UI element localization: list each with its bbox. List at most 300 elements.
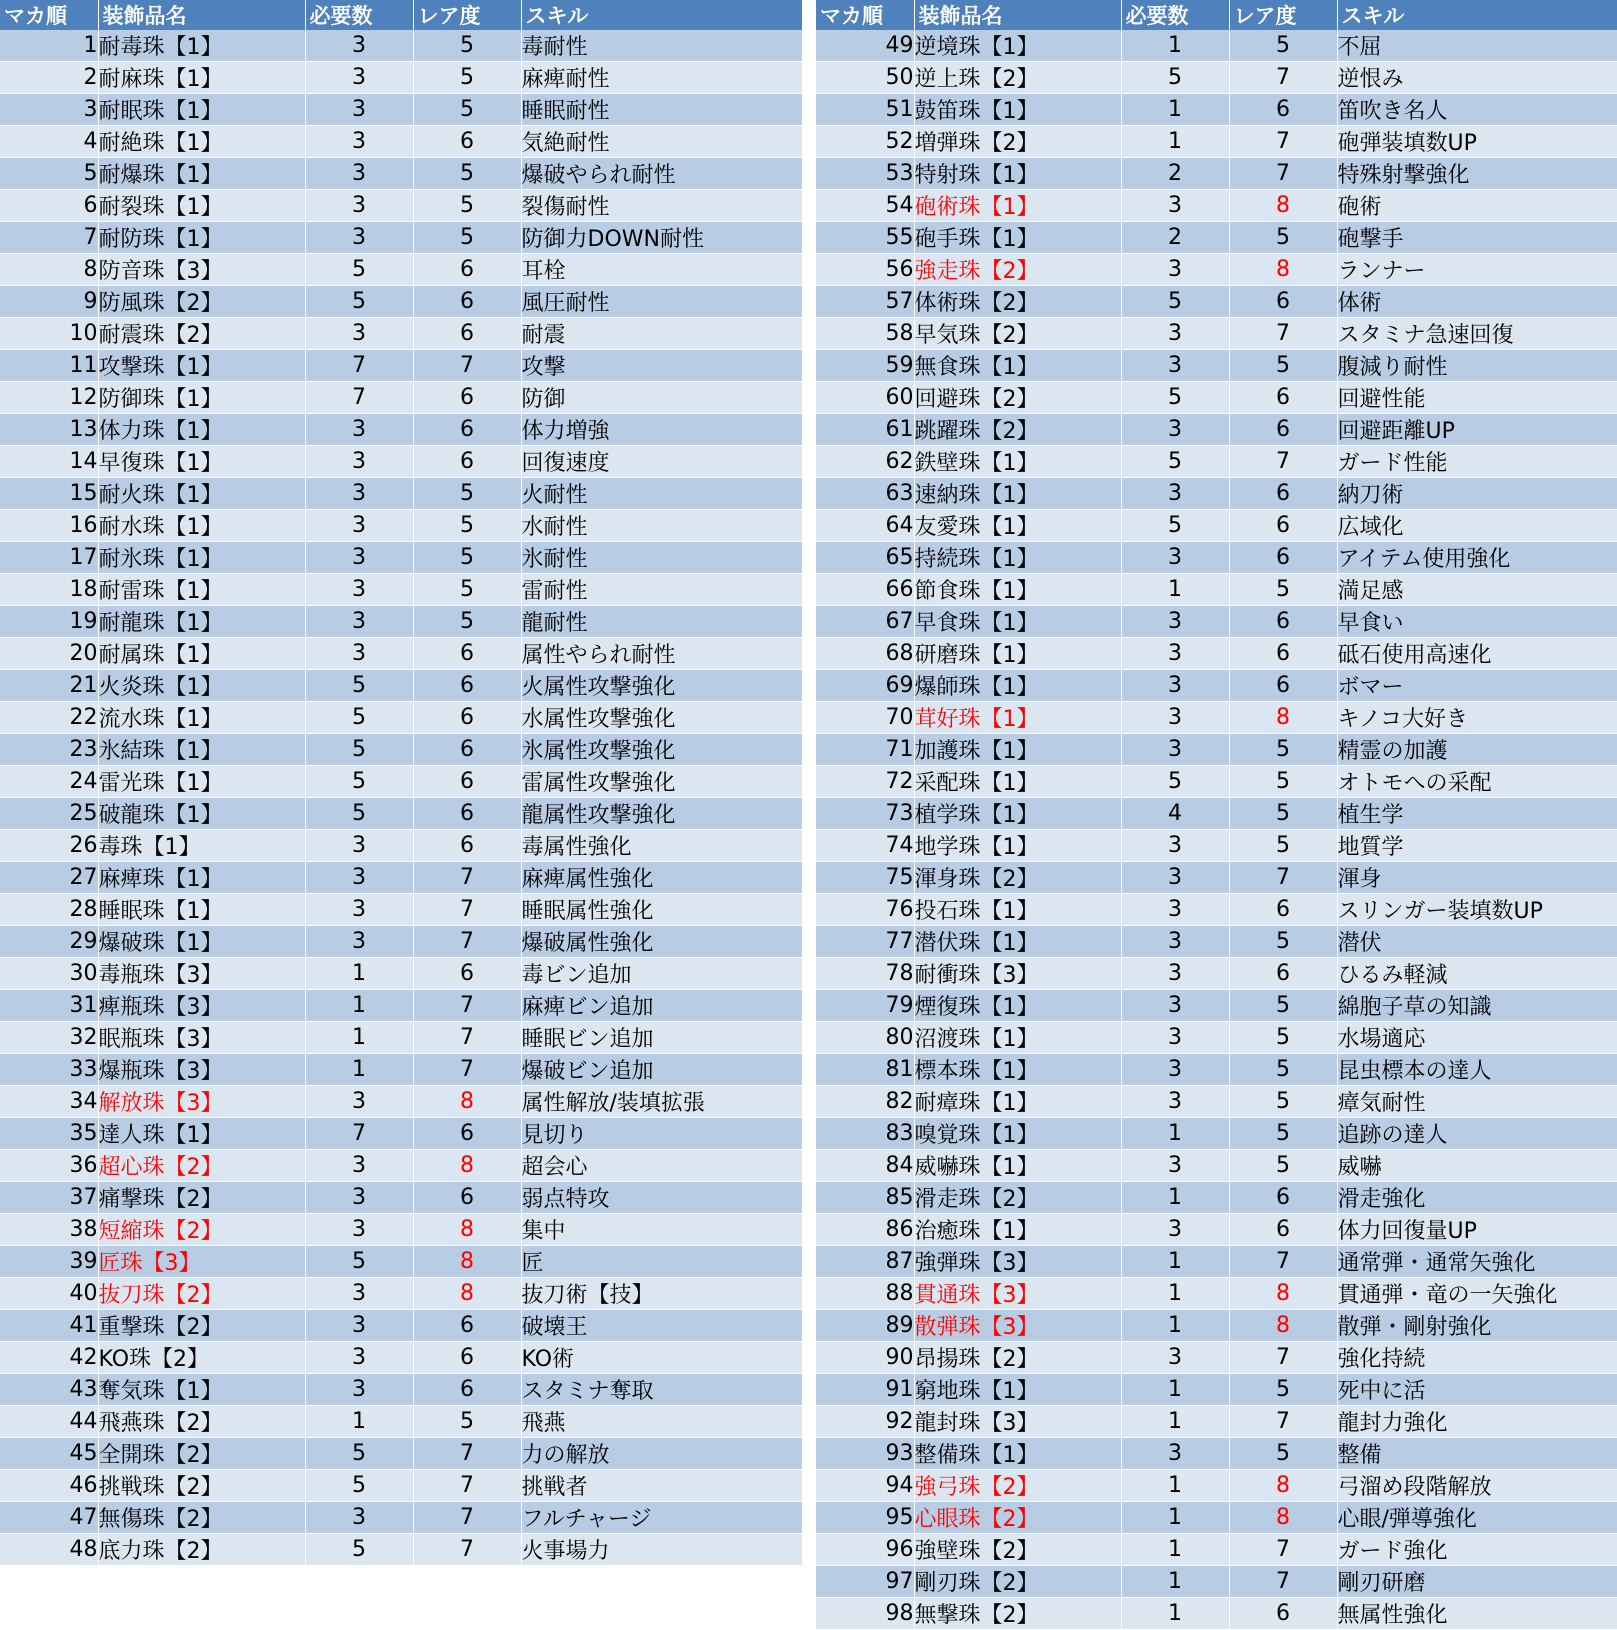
cell-required[interactable]: 3: [305, 510, 413, 542]
cell-decoration-name[interactable]: 耐震珠【2】: [98, 318, 305, 350]
cell-rarity[interactable]: 8: [413, 1214, 521, 1246]
cell-skill[interactable]: 滑走強化: [1337, 1182, 1617, 1214]
cell-order[interactable]: 53: [816, 158, 914, 190]
cell-skill[interactable]: 特殊射撃強化: [1337, 158, 1617, 190]
header-required[interactable]: 必要数: [1121, 0, 1229, 30]
header-rarity[interactable]: レア度: [1229, 0, 1337, 30]
cell-rarity[interactable]: 5: [1229, 990, 1337, 1022]
cell-order[interactable]: 16: [0, 510, 98, 542]
cell-decoration-name[interactable]: 強弓珠【2】: [914, 1470, 1121, 1502]
table-row[interactable]: [0, 382, 802, 414]
cell-decoration-name[interactable]: 標本珠【1】: [914, 1054, 1121, 1086]
cell-skill[interactable]: 納刀術: [1337, 478, 1617, 510]
table-row[interactable]: [0, 734, 802, 766]
cell-order[interactable]: 64: [816, 510, 914, 542]
cell-skill[interactable]: 防御: [521, 382, 802, 414]
cell-rarity[interactable]: 8: [1229, 190, 1337, 222]
cell-rarity[interactable]: 7: [413, 1022, 521, 1054]
cell-decoration-name[interactable]: 心眼珠【2】: [914, 1502, 1121, 1534]
cell-order[interactable]: 12: [0, 382, 98, 414]
cell-rarity[interactable]: 6: [1229, 286, 1337, 318]
cell-order[interactable]: 52: [816, 126, 914, 158]
cell-required[interactable]: 3: [1121, 318, 1229, 350]
table-row[interactable]: [0, 1022, 802, 1054]
table-row[interactable]: [0, 1470, 802, 1502]
cell-decoration-name[interactable]: 散弾珠【3】: [914, 1310, 1121, 1342]
cell-skill[interactable]: 麻痺耐性: [521, 62, 802, 94]
cell-required[interactable]: 3: [305, 1214, 413, 1246]
cell-rarity[interactable]: 6: [413, 414, 521, 446]
cell-skill[interactable]: 龍封力強化: [1337, 1406, 1617, 1438]
cell-required[interactable]: 5: [305, 1534, 413, 1566]
cell-decoration-name[interactable]: 砲術珠【1】: [914, 190, 1121, 222]
cell-decoration-name[interactable]: 爆瓶珠【3】: [98, 1054, 305, 1086]
cell-rarity[interactable]: 5: [413, 62, 521, 94]
cell-required[interactable]: 5: [305, 1470, 413, 1502]
cell-skill[interactable]: 剛刃研磨: [1337, 1566, 1617, 1598]
cell-required[interactable]: 3: [305, 126, 413, 158]
cell-order[interactable]: 96: [816, 1534, 914, 1566]
header-rarity[interactable]: レア度: [413, 0, 521, 30]
cell-skill[interactable]: 早食い: [1337, 606, 1617, 638]
cell-order[interactable]: 58: [816, 318, 914, 350]
cell-rarity[interactable]: 6: [413, 638, 521, 670]
table-row[interactable]: [0, 542, 802, 574]
cell-decoration-name[interactable]: 破龍珠【1】: [98, 798, 305, 830]
cell-skill[interactable]: ガード強化: [1337, 1534, 1617, 1566]
cell-decoration-name[interactable]: 防音珠【3】: [98, 254, 305, 286]
cell-decoration-name[interactable]: 超心珠【2】: [98, 1150, 305, 1182]
cell-order[interactable]: 28: [0, 894, 98, 926]
cell-rarity[interactable]: 6: [1229, 638, 1337, 670]
cell-order[interactable]: 82: [816, 1086, 914, 1118]
cell-required[interactable]: 5: [1121, 62, 1229, 94]
cell-skill[interactable]: 広域化: [1337, 510, 1617, 542]
table-row[interactable]: [816, 1054, 1617, 1086]
cell-skill[interactable]: 瘴気耐性: [1337, 1086, 1617, 1118]
cell-order[interactable]: 72: [816, 766, 914, 798]
cell-rarity[interactable]: 8: [1229, 1278, 1337, 1310]
cell-skill[interactable]: 砲撃手: [1337, 222, 1617, 254]
cell-decoration-name[interactable]: 睡眠珠【1】: [98, 894, 305, 926]
cell-required[interactable]: 7: [305, 382, 413, 414]
cell-required[interactable]: 3: [305, 926, 413, 958]
cell-decoration-name[interactable]: 氷結珠【1】: [98, 734, 305, 766]
cell-required[interactable]: 3: [1121, 830, 1229, 862]
cell-skill[interactable]: 麻痺ビン追加: [521, 990, 802, 1022]
cell-decoration-name[interactable]: 無撃珠【2】: [914, 1598, 1121, 1630]
table-row[interactable]: [816, 670, 1617, 702]
cell-skill[interactable]: 威嚇: [1337, 1150, 1617, 1182]
cell-required[interactable]: 3: [1121, 1438, 1229, 1470]
cell-skill[interactable]: 氷属性攻撃強化: [521, 734, 802, 766]
cell-decoration-name[interactable]: 滑走珠【2】: [914, 1182, 1121, 1214]
cell-required[interactable]: 3: [305, 1086, 413, 1118]
cell-skill[interactable]: フルチャージ: [521, 1502, 802, 1534]
table-row[interactable]: [816, 542, 1617, 574]
cell-decoration-name[interactable]: 加護珠【1】: [914, 734, 1121, 766]
cell-decoration-name[interactable]: 耐属珠【1】: [98, 638, 305, 670]
table-row[interactable]: [0, 1054, 802, 1086]
cell-rarity[interactable]: 5: [1229, 926, 1337, 958]
cell-rarity[interactable]: 8: [413, 1246, 521, 1278]
cell-rarity[interactable]: 7: [413, 1470, 521, 1502]
cell-rarity[interactable]: 5: [413, 542, 521, 574]
table-row[interactable]: [0, 286, 802, 318]
cell-order[interactable]: 29: [0, 926, 98, 958]
table-row[interactable]: [0, 1502, 802, 1534]
table-row[interactable]: [0, 606, 802, 638]
cell-skill[interactable]: 飛燕: [521, 1406, 802, 1438]
cell-rarity[interactable]: 7: [1229, 1342, 1337, 1374]
table-row[interactable]: [816, 766, 1617, 798]
table-row[interactable]: [816, 318, 1617, 350]
table-row[interactable]: [0, 94, 802, 126]
cell-skill[interactable]: 綿胞子草の知識: [1337, 990, 1617, 1022]
cell-order[interactable]: 11: [0, 350, 98, 382]
table-row[interactable]: [816, 94, 1617, 126]
table-row[interactable]: [0, 702, 802, 734]
table-row[interactable]: [816, 1214, 1617, 1246]
cell-order[interactable]: 10: [0, 318, 98, 350]
cell-rarity[interactable]: 6: [1229, 478, 1337, 510]
table-row[interactable]: [0, 222, 802, 254]
cell-decoration-name[interactable]: 防御珠【1】: [98, 382, 305, 414]
cell-required[interactable]: 3: [305, 446, 413, 478]
table-row[interactable]: [816, 350, 1617, 382]
cell-order[interactable]: 59: [816, 350, 914, 382]
header-order[interactable]: マカ順: [0, 0, 98, 30]
table-row[interactable]: [0, 862, 802, 894]
cell-order[interactable]: 2: [0, 62, 98, 94]
cell-order[interactable]: 90: [816, 1342, 914, 1374]
cell-rarity[interactable]: 5: [1229, 830, 1337, 862]
cell-skill[interactable]: 破壊王: [521, 1310, 802, 1342]
cell-skill[interactable]: 回避性能: [1337, 382, 1617, 414]
cell-required[interactable]: 3: [305, 862, 413, 894]
table-row[interactable]: [0, 958, 802, 990]
table-row[interactable]: [816, 1502, 1617, 1534]
header-required[interactable]: 必要数: [305, 0, 413, 30]
cell-decoration-name[interactable]: 耐龍珠【1】: [98, 606, 305, 638]
cell-required[interactable]: 3: [305, 894, 413, 926]
cell-rarity[interactable]: 8: [413, 1278, 521, 1310]
cell-decoration-name[interactable]: 底力珠【2】: [98, 1534, 305, 1566]
cell-order[interactable]: 71: [816, 734, 914, 766]
cell-rarity[interactable]: 7: [1229, 446, 1337, 478]
cell-rarity[interactable]: 5: [1229, 1086, 1337, 1118]
cell-decoration-name[interactable]: 無傷珠【2】: [98, 1502, 305, 1534]
cell-required[interactable]: 5: [1121, 286, 1229, 318]
cell-rarity[interactable]: 5: [1229, 734, 1337, 766]
cell-decoration-name[interactable]: 煙復珠【1】: [914, 990, 1121, 1022]
table-row[interactable]: [816, 478, 1617, 510]
cell-rarity[interactable]: 7: [1229, 158, 1337, 190]
cell-rarity[interactable]: 6: [413, 958, 521, 990]
cell-required[interactable]: 3: [1121, 414, 1229, 446]
cell-rarity[interactable]: 6: [413, 1182, 521, 1214]
cell-decoration-name[interactable]: 昂揚珠【2】: [914, 1342, 1121, 1374]
cell-decoration-name[interactable]: 逆境珠【1】: [914, 30, 1121, 62]
cell-decoration-name[interactable]: 痛撃珠【2】: [98, 1182, 305, 1214]
cell-order[interactable]: 38: [0, 1214, 98, 1246]
cell-required[interactable]: 3: [1121, 638, 1229, 670]
cell-skill[interactable]: 麻痺属性強化: [521, 862, 802, 894]
cell-required[interactable]: 1: [1121, 1118, 1229, 1150]
cell-required[interactable]: 3: [305, 574, 413, 606]
cell-order[interactable]: 98: [816, 1598, 914, 1630]
cell-required[interactable]: 3: [305, 1502, 413, 1534]
cell-decoration-name[interactable]: 耐水珠【1】: [98, 510, 305, 542]
cell-order[interactable]: 20: [0, 638, 98, 670]
cell-skill[interactable]: ボマー: [1337, 670, 1617, 702]
cell-rarity[interactable]: 6: [413, 830, 521, 862]
cell-rarity[interactable]: 5: [1229, 1022, 1337, 1054]
cell-skill[interactable]: 渾身: [1337, 862, 1617, 894]
cell-rarity[interactable]: 6: [1229, 1214, 1337, 1246]
cell-skill[interactable]: 属性やられ耐性: [521, 638, 802, 670]
cell-rarity[interactable]: 6: [413, 446, 521, 478]
cell-order[interactable]: 18: [0, 574, 98, 606]
table-row[interactable]: [816, 574, 1617, 606]
cell-rarity[interactable]: 6: [1229, 1598, 1337, 1630]
cell-decoration-name[interactable]: 解放珠【3】: [98, 1086, 305, 1118]
table-row[interactable]: [0, 126, 802, 158]
cell-required[interactable]: 3: [305, 542, 413, 574]
cell-skill[interactable]: 追跡の達人: [1337, 1118, 1617, 1150]
cell-decoration-name[interactable]: 耐爆珠【1】: [98, 158, 305, 190]
cell-rarity[interactable]: 5: [413, 30, 521, 62]
cell-order[interactable]: 97: [816, 1566, 914, 1598]
cell-skill[interactable]: 体力増強: [521, 414, 802, 446]
cell-rarity[interactable]: 5: [1229, 1438, 1337, 1470]
cell-decoration-name[interactable]: 全開珠【2】: [98, 1438, 305, 1470]
table-row[interactable]: [0, 318, 802, 350]
table-row[interactable]: [816, 1182, 1617, 1214]
cell-required[interactable]: 3: [305, 94, 413, 126]
cell-skill[interactable]: 挑戦者: [521, 1470, 802, 1502]
cell-skill[interactable]: 水耐性: [521, 510, 802, 542]
cell-order[interactable]: 41: [0, 1310, 98, 1342]
cell-required[interactable]: 1: [1121, 1278, 1229, 1310]
cell-skill[interactable]: 砲弾装填数UP: [1337, 126, 1617, 158]
cell-decoration-name[interactable]: 短縮珠【2】: [98, 1214, 305, 1246]
cell-order[interactable]: 75: [816, 862, 914, 894]
cell-decoration-name[interactable]: 渾身珠【2】: [914, 862, 1121, 894]
cell-rarity[interactable]: 6: [413, 702, 521, 734]
cell-rarity[interactable]: 6: [413, 382, 521, 414]
table-row[interactable]: [0, 1278, 802, 1310]
cell-order[interactable]: 47: [0, 1502, 98, 1534]
cell-rarity[interactable]: 7: [1229, 1406, 1337, 1438]
cell-order[interactable]: 88: [816, 1278, 914, 1310]
cell-required[interactable]: 5: [1121, 766, 1229, 798]
cell-required[interactable]: 5: [305, 766, 413, 798]
cell-skill[interactable]: 笛吹き名人: [1337, 94, 1617, 126]
cell-rarity[interactable]: 6: [1229, 414, 1337, 446]
cell-required[interactable]: 1: [1121, 30, 1229, 62]
table-row[interactable]: [816, 958, 1617, 990]
cell-skill[interactable]: KO術: [521, 1342, 802, 1374]
cell-required[interactable]: 3: [1121, 958, 1229, 990]
table-row[interactable]: [816, 1342, 1617, 1374]
cell-order[interactable]: 79: [816, 990, 914, 1022]
cell-order[interactable]: 95: [816, 1502, 914, 1534]
cell-decoration-name[interactable]: 耐防珠【1】: [98, 222, 305, 254]
cell-required[interactable]: 2: [1121, 222, 1229, 254]
table-row[interactable]: [816, 1246, 1617, 1278]
cell-decoration-name[interactable]: 采配珠【1】: [914, 766, 1121, 798]
table-row[interactable]: [816, 638, 1617, 670]
cell-rarity[interactable]: 7: [1229, 62, 1337, 94]
cell-decoration-name[interactable]: 耐瘴珠【1】: [914, 1086, 1121, 1118]
cell-skill[interactable]: 整備: [1337, 1438, 1617, 1470]
table-row[interactable]: [0, 30, 802, 62]
header-order[interactable]: マカ順: [816, 0, 914, 30]
cell-rarity[interactable]: 7: [413, 1534, 521, 1566]
cell-required[interactable]: 3: [305, 222, 413, 254]
cell-decoration-name[interactable]: 火炎珠【1】: [98, 670, 305, 702]
table-row[interactable]: [816, 510, 1617, 542]
cell-required[interactable]: 5: [305, 798, 413, 830]
table-row[interactable]: [816, 990, 1617, 1022]
cell-skill[interactable]: ランナー: [1337, 254, 1617, 286]
cell-required[interactable]: 3: [1121, 702, 1229, 734]
table-row[interactable]: [816, 1278, 1617, 1310]
cell-order[interactable]: 83: [816, 1118, 914, 1150]
cell-order[interactable]: 22: [0, 702, 98, 734]
cell-skill[interactable]: 爆破ビン追加: [521, 1054, 802, 1086]
cell-order[interactable]: 26: [0, 830, 98, 862]
cell-decoration-name[interactable]: 威嚇珠【1】: [914, 1150, 1121, 1182]
cell-order[interactable]: 7: [0, 222, 98, 254]
cell-skill[interactable]: 見切り: [521, 1118, 802, 1150]
cell-required[interactable]: 3: [1121, 606, 1229, 638]
cell-skill[interactable]: 超会心: [521, 1150, 802, 1182]
cell-required[interactable]: 3: [305, 414, 413, 446]
cell-skill[interactable]: 氷耐性: [521, 542, 802, 574]
cell-skill[interactable]: スタミナ奪取: [521, 1374, 802, 1406]
cell-order[interactable]: 61: [816, 414, 914, 446]
cell-decoration-name[interactable]: 眠瓶珠【3】: [98, 1022, 305, 1054]
cell-skill[interactable]: ガード性能: [1337, 446, 1617, 478]
cell-required[interactable]: 3: [1121, 1342, 1229, 1374]
cell-required[interactable]: 3: [305, 62, 413, 94]
cell-required[interactable]: 3: [305, 158, 413, 190]
table-row[interactable]: [0, 1534, 802, 1566]
cell-skill[interactable]: オトモへの采配: [1337, 766, 1617, 798]
cell-skill[interactable]: 龍属性攻撃強化: [521, 798, 802, 830]
cell-required[interactable]: 3: [305, 830, 413, 862]
cell-required[interactable]: 1: [305, 1406, 413, 1438]
cell-rarity[interactable]: 8: [1229, 1502, 1337, 1534]
cell-required[interactable]: 1: [305, 1022, 413, 1054]
cell-skill[interactable]: 火事場力: [521, 1534, 802, 1566]
table-row[interactable]: [0, 1374, 802, 1406]
cell-rarity[interactable]: 7: [413, 990, 521, 1022]
cell-order[interactable]: 33: [0, 1054, 98, 1086]
cell-order[interactable]: 49: [816, 30, 914, 62]
cell-decoration-name[interactable]: 奪気珠【1】: [98, 1374, 305, 1406]
cell-decoration-name[interactable]: 貫通珠【3】: [914, 1278, 1121, 1310]
cell-rarity[interactable]: 6: [1229, 958, 1337, 990]
cell-rarity[interactable]: 6: [413, 1118, 521, 1150]
cell-decoration-name[interactable]: 強壁珠【2】: [914, 1534, 1121, 1566]
cell-rarity[interactable]: 5: [1229, 1374, 1337, 1406]
cell-skill[interactable]: 睡眠耐性: [521, 94, 802, 126]
cell-required[interactable]: 3: [305, 1278, 413, 1310]
table-row[interactable]: [816, 894, 1617, 926]
cell-skill[interactable]: スリンガー装填数UP: [1337, 894, 1617, 926]
cell-skill[interactable]: 集中: [521, 1214, 802, 1246]
cell-required[interactable]: 3: [1121, 1214, 1229, 1246]
cell-skill[interactable]: 不屈: [1337, 30, 1617, 62]
cell-order[interactable]: 84: [816, 1150, 914, 1182]
cell-rarity[interactable]: 5: [413, 158, 521, 190]
cell-order[interactable]: 62: [816, 446, 914, 478]
cell-order[interactable]: 93: [816, 1438, 914, 1470]
cell-decoration-name[interactable]: 達人珠【1】: [98, 1118, 305, 1150]
cell-required[interactable]: 1: [1121, 1406, 1229, 1438]
cell-order[interactable]: 76: [816, 894, 914, 926]
cell-required[interactable]: 1: [1121, 1534, 1229, 1566]
cell-order[interactable]: 1: [0, 30, 98, 62]
cell-skill[interactable]: 体術: [1337, 286, 1617, 318]
cell-order[interactable]: 42: [0, 1342, 98, 1374]
table-row[interactable]: [816, 734, 1617, 766]
table-row[interactable]: [0, 1118, 802, 1150]
cell-decoration-name[interactable]: 耐毒珠【1】: [98, 30, 305, 62]
cell-required[interactable]: 1: [1121, 1566, 1229, 1598]
cell-required[interactable]: 3: [1121, 990, 1229, 1022]
cell-decoration-name[interactable]: 跳躍珠【2】: [914, 414, 1121, 446]
cell-decoration-name[interactable]: 持続珠【1】: [914, 542, 1121, 574]
cell-rarity[interactable]: 5: [413, 510, 521, 542]
cell-rarity[interactable]: 7: [1229, 126, 1337, 158]
cell-decoration-name[interactable]: 砲手珠【1】: [914, 222, 1121, 254]
cell-skill[interactable]: 属性解放/装填拡張: [521, 1086, 802, 1118]
table-row[interactable]: [816, 926, 1617, 958]
cell-decoration-name[interactable]: 体力珠【1】: [98, 414, 305, 446]
cell-required[interactable]: 5: [1121, 510, 1229, 542]
cell-decoration-name[interactable]: 毒珠【1】: [98, 830, 305, 862]
cell-rarity[interactable]: 6: [413, 670, 521, 702]
cell-required[interactable]: 1: [1121, 1598, 1229, 1630]
cell-rarity[interactable]: 6: [413, 1342, 521, 1374]
cell-skill[interactable]: 耳栓: [521, 254, 802, 286]
cell-order[interactable]: 87: [816, 1246, 914, 1278]
cell-skill[interactable]: 心眼/弾導強化: [1337, 1502, 1617, 1534]
cell-order[interactable]: 32: [0, 1022, 98, 1054]
cell-rarity[interactable]: 8: [1229, 702, 1337, 734]
cell-rarity[interactable]: 5: [1229, 1150, 1337, 1182]
cell-rarity[interactable]: 5: [1229, 222, 1337, 254]
cell-decoration-name[interactable]: 耐雷珠【1】: [98, 574, 305, 606]
cell-skill[interactable]: 爆破属性強化: [521, 926, 802, 958]
cell-order[interactable]: 51: [816, 94, 914, 126]
cell-rarity[interactable]: 6: [1229, 382, 1337, 414]
cell-required[interactable]: 3: [305, 638, 413, 670]
cell-rarity[interactable]: 6: [413, 1374, 521, 1406]
cell-rarity[interactable]: 7: [1229, 1246, 1337, 1278]
table-row[interactable]: [816, 62, 1617, 94]
cell-required[interactable]: 3: [305, 478, 413, 510]
cell-rarity[interactable]: 6: [1229, 1182, 1337, 1214]
cell-order[interactable]: 34: [0, 1086, 98, 1118]
table-row[interactable]: [816, 1598, 1617, 1630]
table-row[interactable]: [0, 1406, 802, 1438]
cell-order[interactable]: 50: [816, 62, 914, 94]
